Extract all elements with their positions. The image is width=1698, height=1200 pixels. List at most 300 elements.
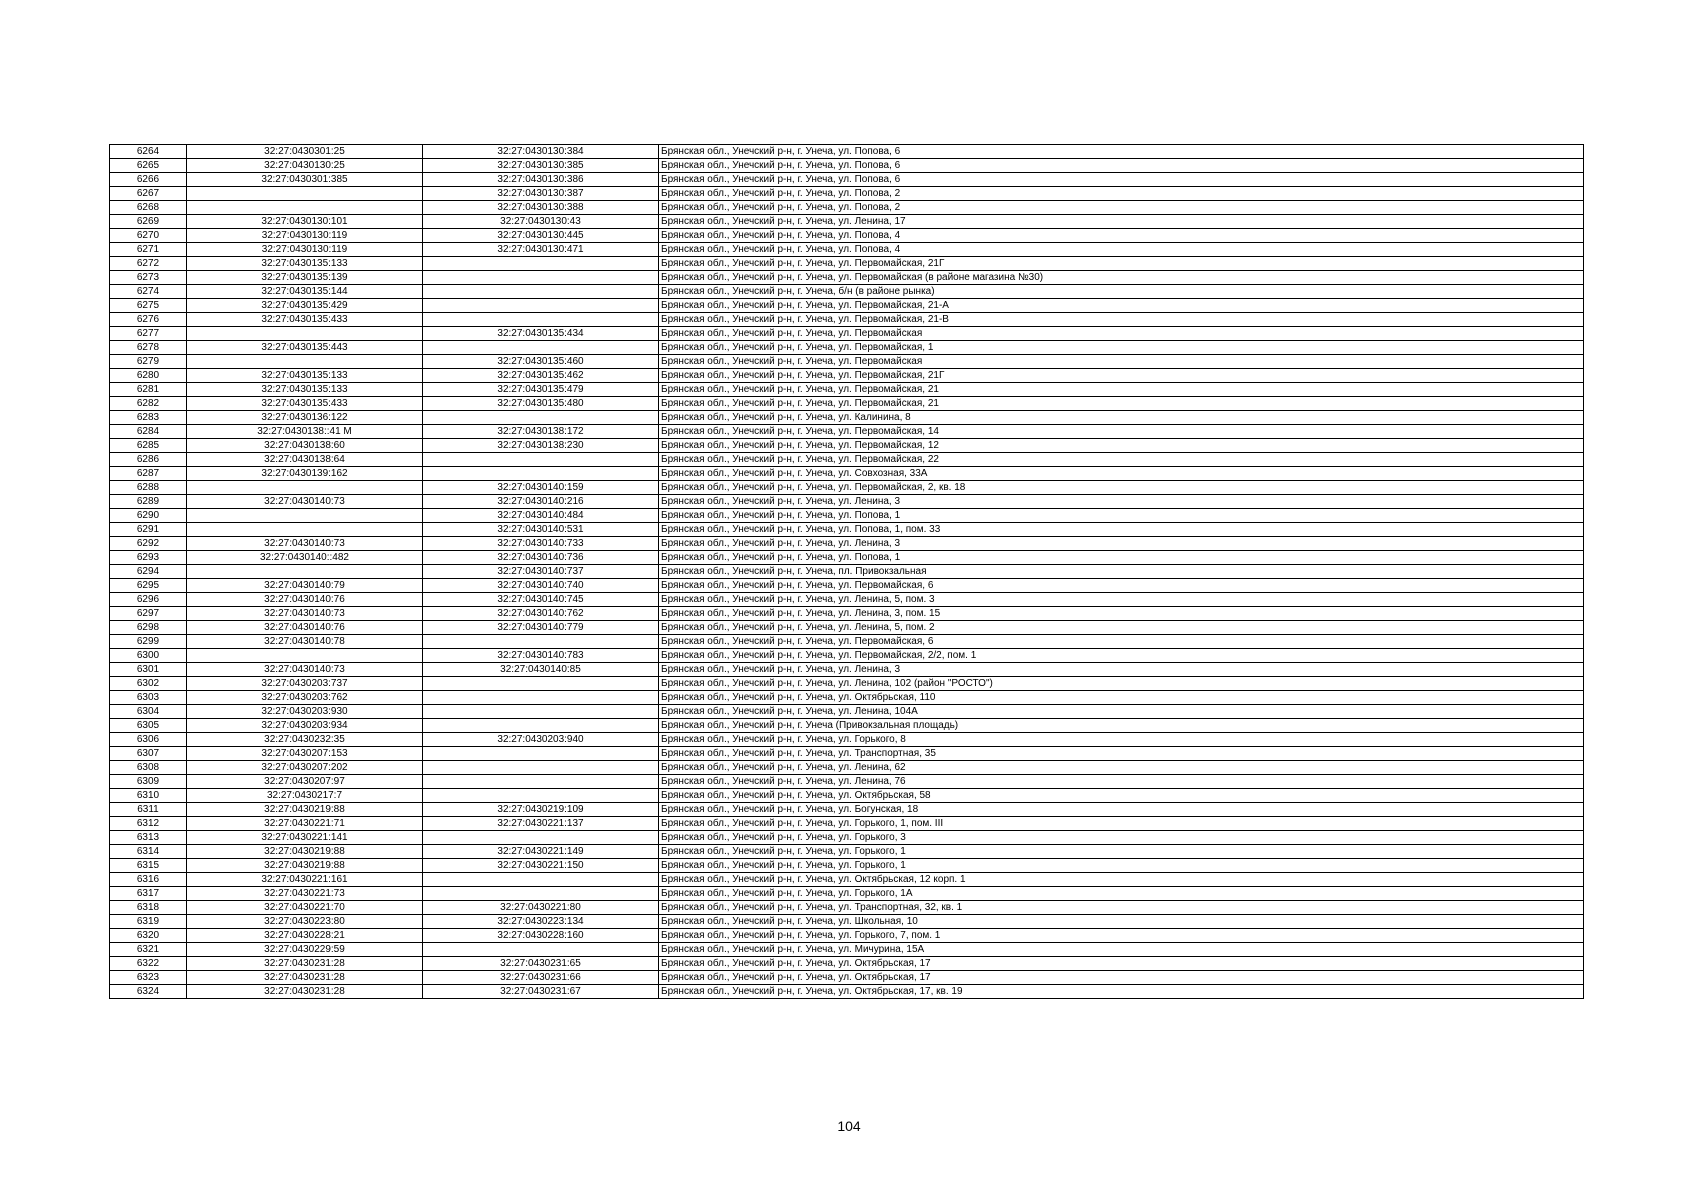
cadastral-number-cell: 32:27:0430207:202 (187, 761, 423, 775)
cadastral-number-cell: 32:27:0430136:122 (187, 411, 423, 425)
object-number-cell (423, 873, 659, 887)
table-row (110, 271, 1584, 285)
table-row (110, 467, 1584, 481)
object-number-cell: 32:27:0430135:479 (423, 383, 659, 397)
cadastral-number-cell: 32:27:0430135:133 (187, 369, 423, 383)
cadastral-number-cell: 32:27:0430135:429 (187, 299, 423, 313)
row-number-cell: 6312 (110, 817, 187, 831)
object-number-cell: 32:27:0430221:149 (423, 845, 659, 859)
cadastral-number-cell: 32:27:0430140:73 (187, 607, 423, 621)
row-number-cell: 6266 (110, 173, 187, 187)
table-row (110, 803, 1584, 817)
table-row (110, 173, 1584, 187)
address-cell: Брянская обл., Унечский р-н, г. Унеча, ул. Ленина, 3 (659, 495, 1584, 509)
object-number-cell: 32:27:0430130:385 (423, 159, 659, 173)
address-cell: Брянская обл., Унечский р-н, г. Унеча, б/н (в районе рынка) (659, 285, 1584, 299)
cadastral-number-cell: 32:27:0430221:141 (187, 831, 423, 845)
row-number-cell: 6305 (110, 719, 187, 733)
object-number-cell: 32:27:0430140:159 (423, 481, 659, 495)
row-number-cell: 6293 (110, 551, 187, 565)
cadastral-number-cell: 32:27:0430140::482 (187, 551, 423, 565)
object-number-cell (423, 775, 659, 789)
cadastral-number-cell: 32:27:0430203:762 (187, 691, 423, 705)
address-cell: Брянская обл., Унечский р-н, г. Унеча, ул. Школьная, 10 (659, 915, 1584, 929)
object-number-cell (423, 257, 659, 271)
row-number-cell: 6303 (110, 691, 187, 705)
cadastral-number-cell (187, 509, 423, 523)
row-number-cell: 6315 (110, 859, 187, 873)
row-number-cell: 6273 (110, 271, 187, 285)
table-row (110, 691, 1584, 705)
object-number-cell (423, 285, 659, 299)
table-row (110, 901, 1584, 915)
object-number-cell: 32:27:0430130:43 (423, 215, 659, 229)
row-number-cell: 6289 (110, 495, 187, 509)
cadastral-number-cell: 32:27:0430221:71 (187, 817, 423, 831)
row-number-cell: 6304 (110, 705, 187, 719)
address-cell: Брянская обл., Унечский р-н, г. Унеча, ул. Первомайская, 22 (659, 453, 1584, 467)
address-cell: Брянская обл., Унечский р-н, г. Унеча, ул. Ленина, 5, пом. 2 (659, 621, 1584, 635)
row-number-cell: 6322 (110, 957, 187, 971)
address-cell: Брянская обл., Унечский р-н, г. Унеча, ул. Транспортная, 32, кв. 1 (659, 901, 1584, 915)
address-cell: Брянская обл., Унечский р-н, г. Унеча, ул. Первомайская, 6 (659, 635, 1584, 649)
table-row (110, 537, 1584, 551)
object-number-cell (423, 411, 659, 425)
row-number-cell: 6279 (110, 355, 187, 369)
row-number-cell: 6285 (110, 439, 187, 453)
address-cell: Брянская обл., Унечский р-н, г. Унеча, ул. Октябрьская, 58 (659, 789, 1584, 803)
object-number-cell: 32:27:0430130:388 (423, 201, 659, 215)
row-number-cell: 6280 (110, 369, 187, 383)
address-cell: Брянская обл., Унечский р-н, г. Унеча, ул. Октябрьская, 17 (659, 957, 1584, 971)
row-number-cell: 6295 (110, 579, 187, 593)
object-number-cell: 32:27:0430140:216 (423, 495, 659, 509)
address-cell: Брянская обл., Унечский р-н, г. Унеча, ул. Первомайская, 1 (659, 341, 1584, 355)
address-cell: Брянская обл., Унечский р-н, г. Унеча, ул. Первомайская, 21Г (659, 369, 1584, 383)
object-number-cell (423, 887, 659, 901)
cadastral-number-cell (187, 523, 423, 537)
address-cell: Брянская обл., Унечский р-н, г. Унеча (Привокзальная площадь) (659, 719, 1584, 733)
table-row (110, 747, 1584, 761)
object-number-cell: 32:27:0430219:109 (423, 803, 659, 817)
object-number-cell (423, 747, 659, 761)
cadastral-number-cell: 32:27:0430140:79 (187, 579, 423, 593)
table-row (110, 649, 1584, 663)
row-number-cell: 6316 (110, 873, 187, 887)
row-number-cell: 6270 (110, 229, 187, 243)
table-row (110, 957, 1584, 971)
row-number-cell: 6274 (110, 285, 187, 299)
table-row (110, 159, 1584, 173)
object-number-cell (423, 705, 659, 719)
address-cell: Брянская обл., Унечский р-н, г. Унеча, ул. Первомайская, 2/2, пом. 1 (659, 649, 1584, 663)
object-number-cell: 32:27:0430130:386 (423, 173, 659, 187)
table-row (110, 215, 1584, 229)
address-cell: Брянская обл., Унечский р-н, г. Унеча, ул. Ленина, 104А (659, 705, 1584, 719)
row-number-cell: 6301 (110, 663, 187, 677)
cadastral-number-cell: 32:27:0430135:133 (187, 257, 423, 271)
row-number-cell: 6320 (110, 929, 187, 943)
table-row (110, 719, 1584, 733)
cadastral-number-cell: 32:27:0430207:97 (187, 775, 423, 789)
table-body (110, 145, 1584, 999)
cadastral-number-cell: 32:27:0430140:73 (187, 495, 423, 509)
cadastral-number-cell: 32:27:0430130:101 (187, 215, 423, 229)
cadastral-number-cell: 32:27:0430140:78 (187, 635, 423, 649)
row-number-cell: 6318 (110, 901, 187, 915)
address-cell: Брянская обл., Унечский р-н, г. Унеча, ул. Горького, 1 (659, 845, 1584, 859)
address-cell: Брянская обл., Унечский р-н, г. Унеча, ул. Попова, 4 (659, 229, 1584, 243)
table-row (110, 761, 1584, 775)
table-row (110, 887, 1584, 901)
cadastral-number-cell: 32:27:0430140:73 (187, 663, 423, 677)
table-row (110, 579, 1584, 593)
address-cell: Брянская обл., Унечский р-н, г. Унеча, ул. Попова, 6 (659, 173, 1584, 187)
row-number-cell: 6296 (110, 593, 187, 607)
cadastral-number-cell (187, 327, 423, 341)
row-number-cell: 6271 (110, 243, 187, 257)
address-cell: Брянская обл., Унечский р-н, г. Унеча, ул. Горького, 3 (659, 831, 1584, 845)
cadastral-number-cell: 32:27:0430135:443 (187, 341, 423, 355)
cadastral-number-cell: 32:27:0430130:25 (187, 159, 423, 173)
cadastral-number-cell: 32:27:0430223:80 (187, 915, 423, 929)
row-number-cell: 6311 (110, 803, 187, 817)
object-number-cell: 32:27:0430228:160 (423, 929, 659, 943)
row-number-cell: 6286 (110, 453, 187, 467)
address-cell: Брянская обл., Унечский р-н, г. Унеча, ул. Горького, 8 (659, 733, 1584, 747)
table-row (110, 453, 1584, 467)
cadastral-number-cell: 32:27:0430135:144 (187, 285, 423, 299)
address-cell: Брянская обл., Унечский р-н, г. Унеча, ул. Попова, 1 (659, 509, 1584, 523)
address-cell: Брянская обл., Унечский р-н, г. Унеча, ул. Ленина, 3, пом. 15 (659, 607, 1584, 621)
object-number-cell (423, 467, 659, 481)
row-number-cell: 6268 (110, 201, 187, 215)
address-cell: Брянская обл., Унечский р-н, г. Унеча, ул. Попова, 1, пом. 33 (659, 523, 1584, 537)
address-cell: Брянская обл., Унечский р-н, г. Унеча, ул. Первомайская, 14 (659, 425, 1584, 439)
row-number-cell: 6278 (110, 341, 187, 355)
row-number-cell: 6299 (110, 635, 187, 649)
row-number-cell: 6313 (110, 831, 187, 845)
address-cell: Брянская обл., Унечский р-н, г. Унеча, ул. Первомайская, 21Г (659, 257, 1584, 271)
object-number-cell (423, 677, 659, 691)
cadastral-number-cell: 32:27:0430231:28 (187, 971, 423, 985)
row-number-cell: 6292 (110, 537, 187, 551)
object-number-cell: 32:27:0430130:471 (423, 243, 659, 257)
row-number-cell: 6308 (110, 761, 187, 775)
object-number-cell: 32:27:0430135:480 (423, 397, 659, 411)
address-cell: Брянская обл., Унечский р-н, г. Унеча, ул. Ленина, 3 (659, 537, 1584, 551)
address-cell: Брянская обл., Унечский р-н, г. Унеча, ул. Ленина, 17 (659, 215, 1584, 229)
table-row (110, 369, 1584, 383)
table-row (110, 635, 1584, 649)
cadastral-number-cell: 32:27:0430203:930 (187, 705, 423, 719)
table-row (110, 985, 1584, 999)
row-number-cell: 6283 (110, 411, 187, 425)
address-cell: Брянская обл., Унечский р-н, г. Унеча, ул. Октябрьская, 17, кв. 19 (659, 985, 1584, 999)
address-cell: Брянская обл., Унечский р-н, г. Унеча, ул. Первомайская, 21 (659, 397, 1584, 411)
object-number-cell: 32:27:0430140:740 (423, 579, 659, 593)
row-number-cell: 6324 (110, 985, 187, 999)
table-row (110, 187, 1584, 201)
address-cell: Брянская обл., Унечский р-н, г. Унеча, ул. Транспортная, 35 (659, 747, 1584, 761)
table-row (110, 425, 1584, 439)
address-cell: Брянская обл., Унечский р-н, г. Унеча, ул. Богунская, 18 (659, 803, 1584, 817)
cadastral-number-cell: 32:27:0430221:73 (187, 887, 423, 901)
table-row (110, 943, 1584, 957)
object-number-cell: 32:27:0430135:460 (423, 355, 659, 369)
object-number-cell: 32:27:0430135:434 (423, 327, 659, 341)
object-number-cell (423, 271, 659, 285)
row-number-cell: 6281 (110, 383, 187, 397)
object-number-cell: 32:27:0430135:462 (423, 369, 659, 383)
cadastral-number-cell: 32:27:0430231:28 (187, 957, 423, 971)
table-row (110, 411, 1584, 425)
table-row (110, 565, 1584, 579)
row-number-cell: 6267 (110, 187, 187, 201)
address-cell: Брянская обл., Унечский р-н, г. Унеча, ул. Первомайская (в районе магазина №30) (659, 271, 1584, 285)
row-number-cell: 6294 (110, 565, 187, 579)
object-number-cell: 32:27:0430140:745 (423, 593, 659, 607)
cadastral-number-cell: 32:27:0430232:35 (187, 733, 423, 747)
cadastral-number-cell: 32:27:0430140:76 (187, 621, 423, 635)
cadastral-number-cell: 32:27:0430138:64 (187, 453, 423, 467)
address-cell: Брянская обл., Унечский р-н, г. Унеча, ул. Первомайская (659, 327, 1584, 341)
cadastral-number-cell: 32:27:0430301:385 (187, 173, 423, 187)
address-cell: Брянская обл., Унечский р-н, г. Унеча, ул. Совхозная, 33А (659, 467, 1584, 481)
object-number-cell: 32:27:0430140:484 (423, 509, 659, 523)
object-number-cell (423, 635, 659, 649)
cadastral-number-cell: 32:27:0430229:59 (187, 943, 423, 957)
object-number-cell (423, 313, 659, 327)
object-number-cell (423, 761, 659, 775)
address-cell: Брянская обл., Унечский р-н, г. Унеча, ул. Октябрьская, 17 (659, 971, 1584, 985)
row-number-cell: 6265 (110, 159, 187, 173)
object-number-cell: 32:27:0430140:85 (423, 663, 659, 677)
table-row (110, 663, 1584, 677)
table-row (110, 677, 1584, 691)
table-row (110, 873, 1584, 887)
address-cell: Брянская обл., Унечский р-н, г. Унеча, ул. Первомайская, 21-В (659, 313, 1584, 327)
address-cell: Брянская обл., Унечский р-н, г. Унеча, ул. Первомайская, 21 (659, 383, 1584, 397)
table-row (110, 523, 1584, 537)
address-cell: Брянская обл., Унечский р-н, г. Унеча, ул. Попова, 1 (659, 551, 1584, 565)
row-number-cell: 6314 (110, 845, 187, 859)
row-number-cell: 6306 (110, 733, 187, 747)
object-number-cell: 32:27:0430231:66 (423, 971, 659, 985)
table-row (110, 313, 1584, 327)
cadastral-number-cell: 32:27:0430301:25 (187, 145, 423, 159)
object-number-cell (423, 453, 659, 467)
row-number-cell: 6276 (110, 313, 187, 327)
address-cell: Брянская обл., Унечский р-н, г. Унеча, ул. Первомайская, 21-А (659, 299, 1584, 313)
object-number-cell: 32:27:0430221:137 (423, 817, 659, 831)
object-number-cell: 32:27:0430130:387 (423, 187, 659, 201)
row-number-cell: 6272 (110, 257, 187, 271)
cadastral-number-cell: 32:27:0430139:162 (187, 467, 423, 481)
cadastral-number-cell: 32:27:0430138:60 (187, 439, 423, 453)
table-row (110, 551, 1584, 565)
row-number-cell: 6317 (110, 887, 187, 901)
table-row (110, 929, 1584, 943)
object-number-cell: 32:27:0430140:733 (423, 537, 659, 551)
object-number-cell: 32:27:0430140:737 (423, 565, 659, 579)
object-number-cell (423, 943, 659, 957)
cadastral-number-cell: 32:27:0430231:28 (187, 985, 423, 999)
page-number: 104 (837, 1118, 861, 1134)
table-row (110, 383, 1584, 397)
row-number-cell: 6298 (110, 621, 187, 635)
address-cell: Брянская обл., Унечский р-н, г. Унеча, ул. Горького, 1, пом. III (659, 817, 1584, 831)
table-row (110, 397, 1584, 411)
address-cell: Брянская обл., Унечский р-н, г. Унеча, ул. Первомайская (659, 355, 1584, 369)
address-cell: Брянская обл., Унечский р-н, г. Унеча, ул. Горького, 1 (659, 859, 1584, 873)
table-row (110, 327, 1584, 341)
cadastral-number-cell (187, 201, 423, 215)
table-row (110, 733, 1584, 747)
cadastral-number-cell: 32:27:0430140:76 (187, 593, 423, 607)
table-row (110, 621, 1584, 635)
cadastral-number-cell (187, 355, 423, 369)
cadastral-number-cell: 32:27:0430140:73 (187, 537, 423, 551)
object-number-cell (423, 831, 659, 845)
cadastral-number-cell: 32:27:0430130:119 (187, 243, 423, 257)
row-number-cell: 6300 (110, 649, 187, 663)
table-row (110, 341, 1584, 355)
object-number-cell (423, 341, 659, 355)
table-row (110, 593, 1584, 607)
cadastral-number-cell: 32:27:0430207:153 (187, 747, 423, 761)
address-cell: Брянская обл., Унечский р-н, г. Унеча, ул. Попова, 4 (659, 243, 1584, 257)
object-number-cell: 32:27:0430140:531 (423, 523, 659, 537)
address-cell: Брянская обл., Унечский р-н, г. Унеча, ул. Мичурина, 15А (659, 943, 1584, 957)
object-number-cell: 32:27:0430138:230 (423, 439, 659, 453)
address-cell: Брянская обл., Унечский р-н, г. Унеча, ул. Первомайская, 6 (659, 579, 1584, 593)
table-row (110, 229, 1584, 243)
cadastral-number-cell: 32:27:0430219:88 (187, 845, 423, 859)
address-cell: Брянская обл., Унечский р-н, г. Унеча, ул. Попова, 6 (659, 145, 1584, 159)
cadastral-number-cell: 32:27:0430219:88 (187, 859, 423, 873)
object-number-cell: 32:27:0430140:779 (423, 621, 659, 635)
address-cell: Брянская обл., Унечский р-н, г. Унеча, ул. Попова, 6 (659, 159, 1584, 173)
object-number-cell: 32:27:0430221:150 (423, 859, 659, 873)
cadastral-number-cell: 32:27:0430217:7 (187, 789, 423, 803)
table-row (110, 355, 1584, 369)
cadastral-number-cell: 32:27:0430135:139 (187, 271, 423, 285)
row-number-cell: 6288 (110, 481, 187, 495)
table-row (110, 243, 1584, 257)
row-number-cell: 6275 (110, 299, 187, 313)
table-row (110, 971, 1584, 985)
object-number-cell: 32:27:0430231:65 (423, 957, 659, 971)
object-number-cell: 32:27:0430140:736 (423, 551, 659, 565)
cadastral-number-cell (187, 649, 423, 663)
table-row (110, 299, 1584, 313)
cadastral-number-cell (187, 565, 423, 579)
address-cell: Брянская обл., Унечский р-н, г. Унеча, ул. Калинина, 8 (659, 411, 1584, 425)
row-number-cell: 6282 (110, 397, 187, 411)
object-number-cell: 32:27:0430130:384 (423, 145, 659, 159)
object-number-cell (423, 691, 659, 705)
table-row (110, 817, 1584, 831)
table-row (110, 915, 1584, 929)
table-row (110, 831, 1584, 845)
row-number-cell: 6291 (110, 523, 187, 537)
cadastral-number-cell: 32:27:0430135:433 (187, 313, 423, 327)
row-number-cell: 6319 (110, 915, 187, 929)
address-cell: Брянская обл., Унечский р-н, г. Унеча, ул. Попова, 2 (659, 201, 1584, 215)
object-number-cell: 32:27:0430203:940 (423, 733, 659, 747)
address-cell: Брянская обл., Унечский р-н, г. Унеча, ул. Ленина, 62 (659, 761, 1584, 775)
row-number-cell: 6284 (110, 425, 187, 439)
address-cell: Брянская обл., Унечский р-н, г. Унеча, пл. Привокзальная (659, 565, 1584, 579)
table-row (110, 845, 1584, 859)
address-cell: Брянская обл., Унечский р-н, г. Унеча, ул. Горького, 7, пом. 1 (659, 929, 1584, 943)
object-number-cell (423, 719, 659, 733)
address-cell: Брянская обл., Унечский р-н, г. Унеча, ул. Ленина, 5, пом. 3 (659, 593, 1584, 607)
cadastral-number-cell: 32:27:0430203:934 (187, 719, 423, 733)
address-cell: Брянская обл., Унечский р-н, г. Унеча, ул. Попова, 2 (659, 187, 1584, 201)
object-number-cell: 32:27:0430140:762 (423, 607, 659, 621)
table-row (110, 145, 1584, 159)
object-number-cell: 32:27:0430223:134 (423, 915, 659, 929)
address-cell: Брянская обл., Унечский р-н, г. Унеча, ул. Ленина, 102 (район "РОСТО") (659, 677, 1584, 691)
table-row (110, 481, 1584, 495)
table-row (110, 257, 1584, 271)
object-number-cell (423, 789, 659, 803)
address-cell: Брянская обл., Унечский р-н, г. Унеча, ул. Октябрьская, 110 (659, 691, 1584, 705)
cadastral-number-cell: 32:27:0430221:70 (187, 901, 423, 915)
row-number-cell: 6297 (110, 607, 187, 621)
table-row (110, 775, 1584, 789)
row-number-cell: 6323 (110, 971, 187, 985)
row-number-cell: 6269 (110, 215, 187, 229)
cadastral-number-cell: 32:27:0430135:433 (187, 397, 423, 411)
address-cell: Брянская обл., Унечский р-н, г. Унеча, ул. Первомайская, 12 (659, 439, 1584, 453)
cadastral-number-cell: 32:27:0430219:88 (187, 803, 423, 817)
data-table (109, 144, 1584, 999)
cadastral-number-cell (187, 187, 423, 201)
row-number-cell: 6321 (110, 943, 187, 957)
cadastral-number-cell: 32:27:0430228:21 (187, 929, 423, 943)
table-row (110, 705, 1584, 719)
table-row (110, 789, 1584, 803)
object-number-cell: 32:27:0430221:80 (423, 901, 659, 915)
object-number-cell: 32:27:0430130:445 (423, 229, 659, 243)
row-number-cell: 6309 (110, 775, 187, 789)
object-number-cell (423, 299, 659, 313)
row-number-cell: 6302 (110, 677, 187, 691)
table-row (110, 201, 1584, 215)
object-number-cell: 32:27:0430138:172 (423, 425, 659, 439)
row-number-cell: 6290 (110, 509, 187, 523)
table-row (110, 607, 1584, 621)
cadastral-number-cell: 32:27:0430130:119 (187, 229, 423, 243)
address-cell: Брянская обл., Унечский р-н, г. Унеча, ул. Ленина, 3 (659, 663, 1584, 677)
object-number-cell: 32:27:0430231:67 (423, 985, 659, 999)
address-cell: Брянская обл., Унечский р-н, г. Унеча, ул. Первомайская, 2, кв. 18 (659, 481, 1584, 495)
address-cell: Брянская обл., Унечский р-н, г. Унеча, ул. Горького, 1А (659, 887, 1584, 901)
cadastral-number-cell (187, 481, 423, 495)
table-row (110, 495, 1584, 509)
row-number-cell: 6277 (110, 327, 187, 341)
row-number-cell: 6264 (110, 145, 187, 159)
cadastral-number-cell: 32:27:0430135:133 (187, 383, 423, 397)
cadastral-number-cell: 32:27:0430203:737 (187, 677, 423, 691)
cadastral-number-cell: 32:27:0430221:161 (187, 873, 423, 887)
cadastral-number-cell: 32:27:0430138::41 М (187, 425, 423, 439)
row-number-cell: 6307 (110, 747, 187, 761)
table-row (110, 509, 1584, 523)
